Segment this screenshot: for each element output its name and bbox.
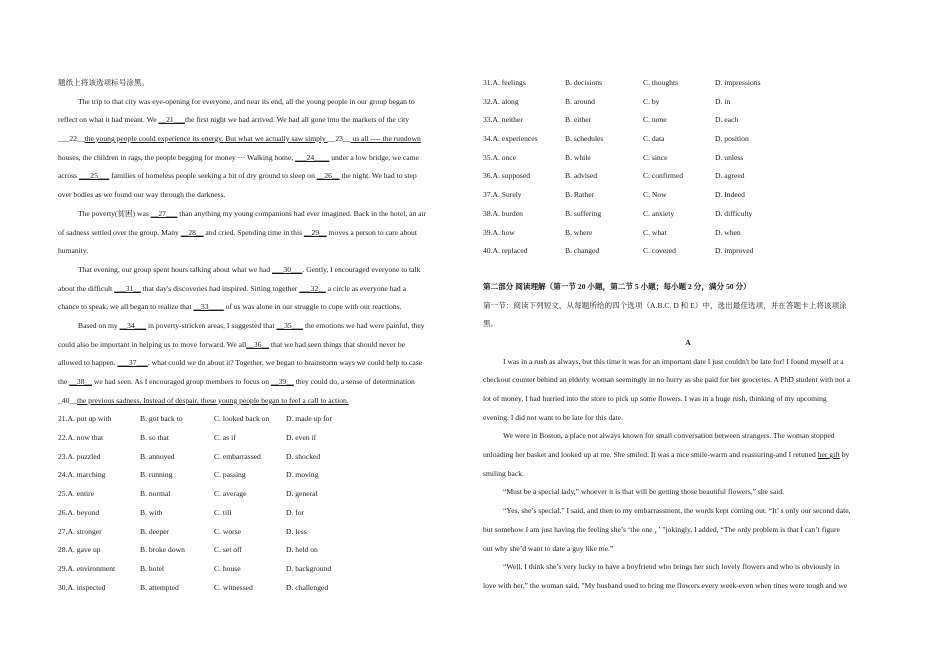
- option-c: C. Now: [643, 190, 667, 200]
- passage-line: [58, 261, 467, 280]
- option-row: [58, 410, 467, 429]
- option-row: [483, 111, 893, 130]
- passage-line: [58, 205, 467, 224]
- answer-blank: __33____: [193, 302, 224, 312]
- option-row: [58, 541, 467, 560]
- option-c: C. embarrassed: [214, 451, 261, 461]
- option-a: 33.A. neither: [483, 115, 523, 125]
- passage-text: checkout counter behind an elderly woman seemingly in no hurry as she paid for her groceries. A PhD student with not a: [483, 375, 850, 385]
- option-c: C. anxiety: [643, 208, 675, 218]
- answer-blank: __39__: [271, 377, 294, 386]
- passage-line: [483, 427, 893, 446]
- passage-text: , what could we do about it? Together, we began to brainstorm ways we could help to case: [147, 358, 423, 368]
- option-b: B. hotel: [140, 563, 165, 573]
- option-d: D. held on: [286, 545, 318, 555]
- passage-text: of us was alone in our struggle to cope with our reactions.: [223, 302, 402, 312]
- passage-text: they could do, a sense of determination: [293, 377, 415, 386]
- passage-text: could also be important in helping us to move forward. We all: [58, 339, 247, 349]
- passage-line: [58, 354, 467, 373]
- passage-text: out why she’d want to date a guy like me.”: [483, 543, 614, 553]
- passage-label: A: [685, 337, 691, 347]
- answer-blank: the young people could experience its energy. But what we actually saw simply: [84, 134, 328, 144]
- passage-line: [58, 186, 467, 205]
- option-a: 26.A. beyond: [58, 507, 100, 517]
- option-a: 35.A. once: [483, 152, 517, 162]
- passage-text: The trip to that city was eye-opening for everyone, and near its end, all the young people in our group began to: [78, 96, 415, 106]
- passage-line: [483, 390, 893, 409]
- option-a: 30.A. inspected: [58, 582, 106, 592]
- option-d: D. moving: [286, 470, 319, 480]
- option-d: D. less: [286, 526, 307, 536]
- option-c: C. passing: [214, 470, 246, 480]
- answer-blank: ___24____: [295, 152, 330, 162]
- passage-text: over bodies as we found our way through the darkness.: [58, 190, 226, 200]
- passage-line: [58, 317, 467, 336]
- option-d: D. for: [286, 507, 305, 517]
- option-b: B. where: [565, 227, 593, 237]
- option-d: D. position: [715, 134, 749, 144]
- option-c: C. looked back on: [214, 414, 270, 424]
- answer-blank: her gift: [817, 450, 840, 460]
- passage-text: in poverty-stricken areas, I suggested that: [146, 320, 277, 330]
- option-c: C. till: [214, 507, 232, 517]
- passage-line: [58, 149, 467, 168]
- passage-text: but somehow I am just having the feeling she’s ‘the one ，’ ”jokingly, I added, “The only problem is that I can’t figure: [483, 524, 840, 534]
- passage-line: [483, 446, 893, 465]
- option-b: B. running: [140, 470, 173, 480]
- option-a: 22.A. now that: [58, 433, 104, 443]
- passage-text: of sadness settled over the group. Many: [58, 227, 181, 237]
- passage-line: [58, 130, 467, 149]
- option-d: D. even if: [286, 433, 317, 443]
- option-d: D. improved: [715, 246, 754, 256]
- answer-blank: __29__: [303, 227, 327, 237]
- option-b: B. advised: [565, 171, 598, 181]
- passage-text: unloading her basket and looked up at me. She smiled. It was a nice smile-warm and reassuring-and I retuned: [483, 450, 818, 460]
- passage-text: I was in a rush as always, but this time it was for an important date I just couldn't be late for! I found myself at a: [503, 356, 844, 366]
- option-b: B. while: [565, 152, 591, 162]
- instruction-line-2: 黑。: [483, 319, 499, 329]
- right-column: [483, 74, 893, 596]
- option-c: C. data: [643, 134, 665, 144]
- option-c: C. covered: [643, 246, 676, 256]
- option-b: B. around: [565, 96, 595, 106]
- option-a: 29.A. environment: [58, 563, 116, 573]
- passage-text: “Must be a special lady,” whoever it is that will be getting those beautiful flowers,” she said.: [503, 487, 785, 497]
- answer-blank: __34___: [119, 320, 147, 330]
- passage-text: “Yes, she’s special,” I said, and then to my embarrassment, the words kept coming out. “It’ s only our second date,: [503, 506, 851, 516]
- option-c: C. house: [214, 563, 241, 573]
- answer-blank: __38__: [69, 377, 92, 386]
- option-d: D. challenged: [286, 582, 329, 592]
- instruction-line-1: 第一节：阅读下列短文，从每题所给的四个选项（A.B.C. D 和 E）中，选出最佳选项，并在答题卡上将该项涂: [483, 300, 847, 310]
- option-row: [483, 93, 893, 112]
- option-d: D. unless: [715, 152, 744, 162]
- spacer: [483, 261, 893, 278]
- option-a: 28.A. gave up: [58, 545, 101, 555]
- passage-line: [483, 521, 893, 540]
- passage-line: [58, 111, 467, 130]
- option-d: D. Indeed: [715, 190, 745, 200]
- option-c: C. worse: [214, 526, 241, 536]
- cloze-options-31-40: [483, 74, 893, 261]
- passage-line: [58, 298, 467, 317]
- passage-line: [483, 502, 893, 521]
- option-a: 25.A. entire: [58, 489, 95, 499]
- passage-text: reflect on what it had meant. We: [58, 115, 159, 125]
- option-c: C. since: [643, 152, 668, 162]
- passage-text: “Well, I think she’s very lucky to have a boyfriend who brings her such lovely flowers and who is obviously in: [503, 562, 840, 572]
- passage-text: humanity.: [58, 246, 89, 256]
- option-b: B. so that: [140, 433, 169, 443]
- option-a: 31.A. feelings: [483, 78, 526, 87]
- passage-text: We were in Boston, a place not always known for small conversation between strangers. The woman stopped: [503, 431, 835, 441]
- answer-blank: __35___: [276, 320, 304, 330]
- passage-line: [483, 465, 893, 484]
- passage-text: that we had seen things that should never be: [269, 339, 406, 349]
- passage-text: ___22__: [58, 134, 85, 144]
- option-row: [58, 466, 467, 485]
- option-row: [483, 186, 893, 205]
- option-a: 39.A. how: [483, 227, 515, 237]
- answer-blank: __26__: [316, 171, 340, 181]
- option-d: D. made up for: [286, 414, 332, 424]
- option-d: D. shocked: [286, 451, 321, 461]
- option-b: B. either: [565, 115, 592, 125]
- answer-blank: ___37___: [117, 358, 148, 368]
- answer-blank: ___30___: [272, 264, 303, 274]
- answer-blank: ___25___: [78, 171, 110, 181]
- passage-line: [483, 353, 893, 372]
- passage-text: lot of money, I had hurried into the store to pick up some flowers. I was in a huge rush, thinking of my upcoming: [483, 394, 827, 403]
- passage-line: [483, 558, 893, 577]
- passage-text: houses, the children in rags, the people begging for money ··· Walking home,: [58, 152, 296, 162]
- passage-text: the first night we had arrived. We had all gone into the markets of the city: [185, 115, 410, 125]
- passage-text: chance to speak, we all began to realize that: [58, 302, 194, 312]
- option-row: [483, 74, 893, 93]
- option-c: C. set off: [214, 545, 242, 555]
- option-a: 36.A. supposed: [483, 171, 531, 181]
- passage-text: under a low bridge, we came: [329, 152, 419, 162]
- passage-line: [483, 409, 893, 428]
- option-a: 23.A. puzzled: [58, 451, 101, 461]
- option-row: [483, 149, 893, 168]
- option-b: B. with: [140, 507, 163, 517]
- passage-line: [58, 373, 467, 392]
- passage-text: the: [58, 377, 70, 386]
- passage-line: [483, 483, 893, 502]
- passage-text: about the difficult: [58, 283, 115, 293]
- passage-text: the night. We had to step: [339, 171, 417, 181]
- answer-blank: ___31__: [114, 283, 141, 293]
- passage-text: evening. I did not want to be late for this date.: [483, 412, 624, 422]
- option-b: B. normal: [140, 489, 171, 499]
- option-b: B. suffering: [565, 208, 602, 218]
- option-d: D. background: [286, 563, 332, 573]
- option-row: [58, 504, 467, 523]
- answer-blank: the previous sadness, Instead of despair, these young people began to feel a call to action.: [76, 395, 349, 405]
- section-heading: 第二部分 阅读理解（第一节 20 小题，第二节 5 小题；每小题 2 分，满分 50 分）: [483, 281, 751, 291]
- option-a: 38.A. burden: [483, 208, 523, 218]
- left-column: [58, 74, 467, 597]
- option-d: D. agreed: [715, 171, 745, 181]
- passage-text: by: [839, 450, 850, 460]
- option-d: D. when: [715, 227, 741, 237]
- option-a: 24.A. marching: [58, 470, 106, 480]
- intro-line: 题纸上将该选项标号涂黑。: [58, 78, 150, 87]
- answer-blank: __21___: [158, 115, 186, 125]
- option-d: D. difficulty: [715, 208, 753, 218]
- option-row: [483, 205, 893, 224]
- option-b: B. attempted: [140, 582, 179, 592]
- passage-text: . Gently, I encouraged everyone to talk: [302, 264, 421, 274]
- passage-text: allowed to happen.: [58, 358, 118, 368]
- answer-blank: __27___: [150, 208, 178, 218]
- passage-text: than anything my young companions had ever imagined. Back in the hotel, an air: [177, 208, 427, 218]
- option-b: B. schedules: [565, 134, 604, 144]
- passage-text: that day's discoveries had inspired. Sitting together: [140, 283, 300, 293]
- passage-line: [483, 540, 893, 559]
- passage-text: The poverty(贫困) was: [78, 208, 151, 218]
- answer-blank: us all ---- the rundown: [350, 134, 421, 144]
- passage-text: families of homeless people seeking a bit of dry ground to sleep on: [109, 171, 317, 181]
- option-b: B. deeper: [140, 526, 170, 536]
- cloze-options-21-30: [58, 410, 467, 597]
- passage-text: and cried. Spending time in this: [203, 227, 304, 237]
- passage-line: [58, 167, 467, 186]
- option-b: B. broke down: [140, 545, 185, 555]
- option-b: B. annoyed: [140, 451, 175, 461]
- option-d: D. impressions: [715, 78, 761, 87]
- option-d: D. general: [286, 489, 318, 499]
- option-d: D. each: [715, 115, 739, 125]
- answer-blank: __36__: [246, 339, 269, 349]
- passage-text: smiling back.: [483, 468, 524, 478]
- reading-passage-a: [483, 353, 893, 596]
- option-c: C. thoughts: [643, 78, 679, 87]
- option-row: [58, 560, 467, 579]
- passage-line: [58, 336, 467, 355]
- answer-blank: ___32__: [299, 283, 326, 293]
- option-c: C. average: [214, 489, 247, 499]
- option-row: [58, 485, 467, 504]
- option-c: C. as if: [214, 433, 236, 443]
- option-row: [58, 429, 467, 448]
- passage-line: [58, 224, 467, 243]
- option-row: [58, 448, 467, 467]
- passage-line: [58, 392, 467, 411]
- option-row: [58, 579, 467, 598]
- option-d: D. in: [715, 96, 731, 106]
- passage-line: [483, 371, 893, 390]
- answer-blank: __28__: [180, 227, 204, 237]
- passage-line: [58, 280, 467, 299]
- option-b: B. decisions: [565, 78, 603, 87]
- passage-text: _40__: [58, 395, 77, 405]
- option-row: [483, 242, 893, 261]
- passage-text: That evening, our group spent hours talking about what we had: [78, 264, 273, 274]
- passage-text: moves a person to care about: [326, 227, 417, 237]
- passage-line: [58, 242, 467, 261]
- option-b: B. changed: [565, 246, 600, 256]
- option-a: 21.A. put up with: [58, 414, 112, 424]
- option-a: 34.A. experiences: [483, 134, 538, 144]
- option-b: B. got back to: [140, 414, 183, 424]
- passage-text: we had seen. As I encouraged group members to focus on: [91, 377, 272, 386]
- option-row: [483, 130, 893, 149]
- option-a: 40.A. replaced: [483, 246, 528, 256]
- option-row: [483, 224, 893, 243]
- passage-text: love with her,” the woman said. "My husband used to bring me flowers every week-even when tines were tough and we: [483, 580, 848, 590]
- passage-text: Based on my: [78, 320, 120, 330]
- option-c: C. none: [643, 115, 667, 125]
- option-c: C. confirmed: [643, 171, 684, 181]
- option-c: C. what: [643, 227, 667, 237]
- passage-text: __23__: [327, 134, 351, 144]
- passage-text: across: [58, 171, 79, 181]
- option-row: [483, 167, 893, 186]
- passage-text: the emotions we had were painful, they: [303, 320, 425, 330]
- option-a: 32.A. along: [483, 96, 519, 106]
- passage-line: [58, 93, 467, 112]
- option-b: B. Rather: [565, 190, 595, 200]
- option-row: [58, 523, 467, 542]
- option-a: 37.A. Surely: [483, 190, 522, 200]
- cloze-passage: [58, 93, 467, 411]
- option-c: C. by: [643, 96, 660, 106]
- passage-text: a circle as everyone had a: [325, 283, 406, 293]
- passage-line: [483, 577, 893, 596]
- option-c: C. witnessed: [214, 582, 253, 592]
- option-a: 27.A. stronger: [58, 526, 102, 536]
